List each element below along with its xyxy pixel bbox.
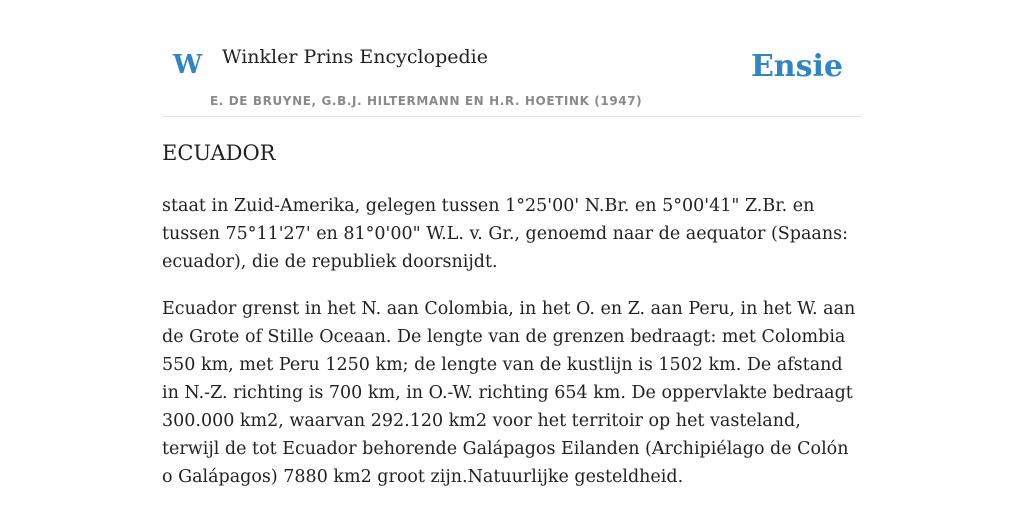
- article-title: ECUADOR: [162, 141, 276, 165]
- ensie-logo[interactable]: Ensie: [750, 49, 843, 84]
- header: [162, 0, 862, 117]
- encyclopedia-logo[interactable]: W: [173, 50, 203, 80]
- article-paragraph: Ecuador grenst in het N. aan Colombia, in het O. en Z. aan Peru, in het W. aan de Grote of Stille Oceaan. De lengte van de grenzen bedraagt: met Colombia 550 km, met Peru 1250 km; de lengte van de kustlijn is 1502 km. De afstand in N.-Z. richting is 700 km, in O.-W. richting 654 km. De oppervlakte bedraagt 300.000 km2, waarvan 292.120 km2 voor het territoir op het vasteland, terwijl de tot Ecuador behorende Galápagos Eilanden (Archipiélago de Colón o Galápagos) 7880 km2 groot zijn.Natuurlijke gesteldheid.: [162, 299, 856, 487]
- article-paragraph: staat in Zuid-Amerika, gelegen tussen 1°25'00' N.Br. en 5°00'41" Z.Br. en tussen 75°11'27' en 81°0'00" W.L. v. Gr., genoemd naar de aequator (Spaans: ecuador), die de republiek doorsnijdt.: [162, 196, 849, 272]
- publication-title[interactable]: Winkler Prins Encyclopedie: [222, 46, 488, 68]
- article-body: [162, 192, 862, 510]
- publication-authors: E. DE BRUYNE, G.B.J. HILTERMANN EN H.R. HOETINK (1947): [210, 94, 643, 108]
